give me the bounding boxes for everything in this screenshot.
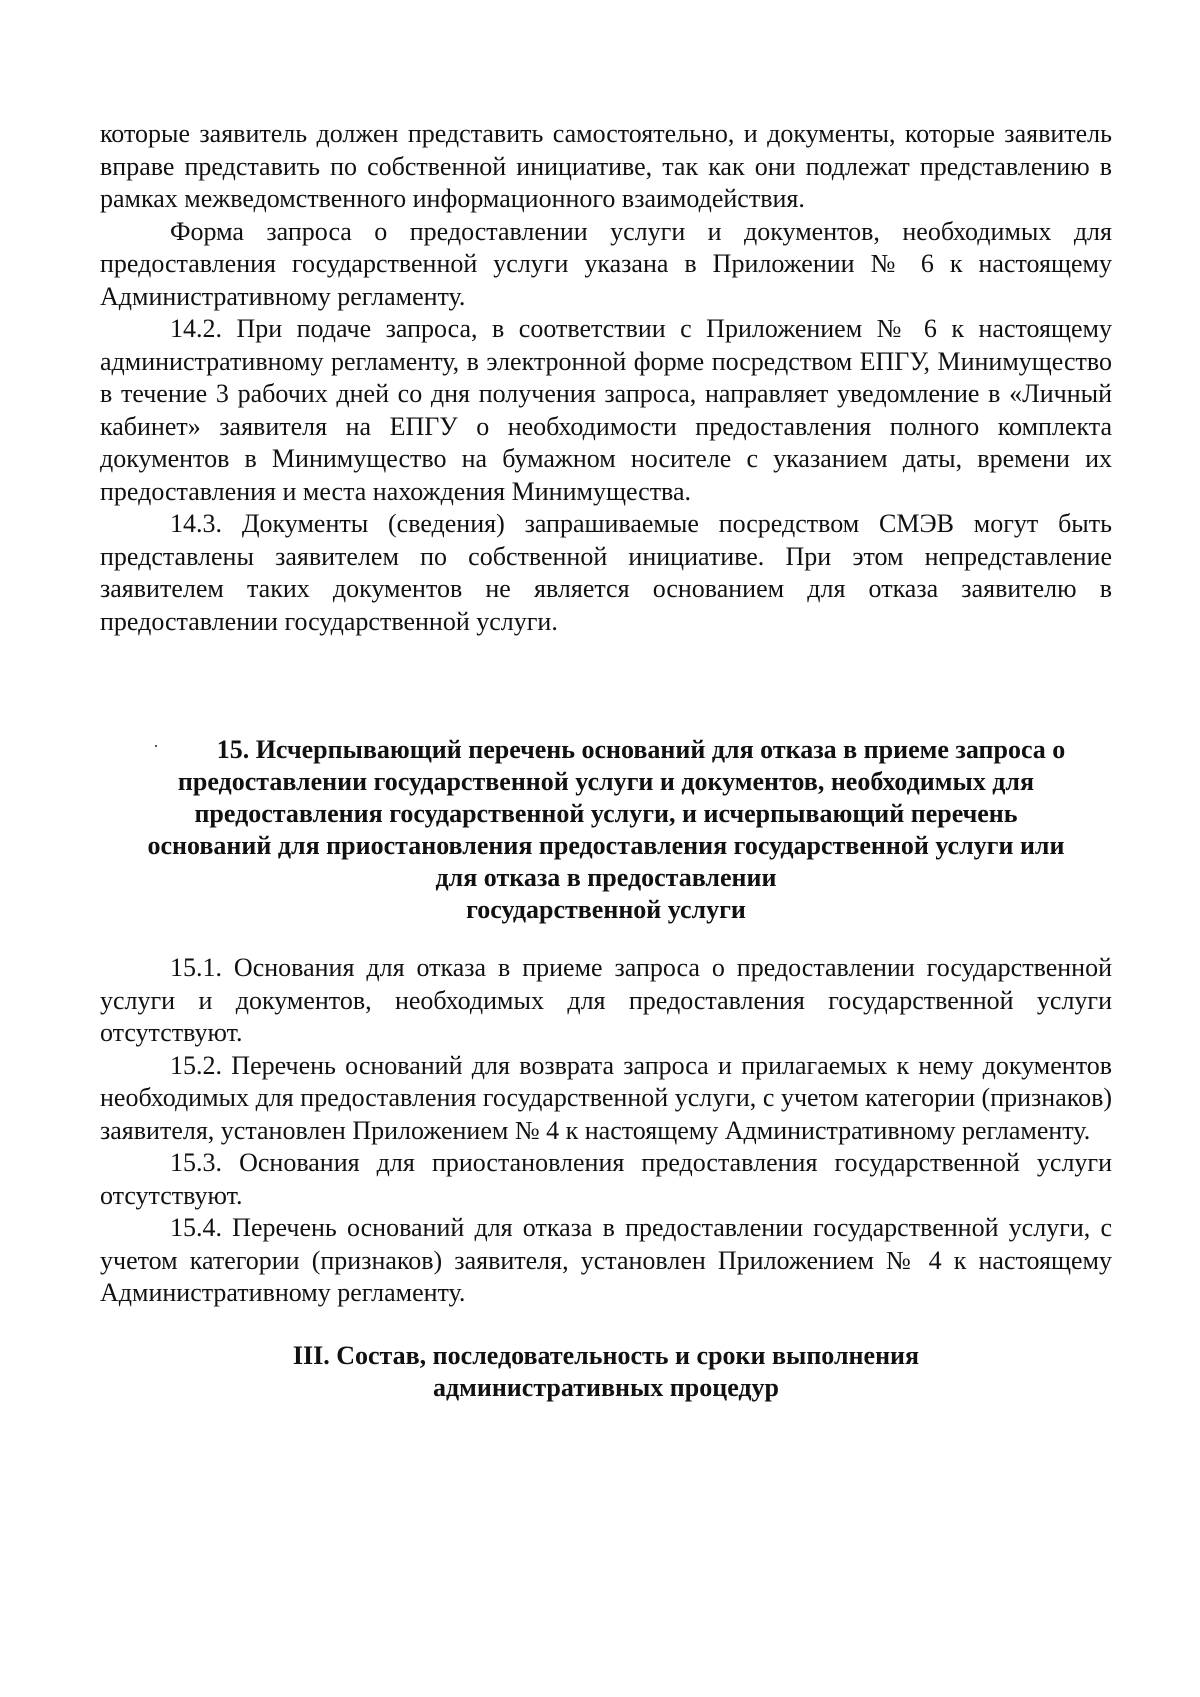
heading-line: государственной услуги — [466, 895, 746, 924]
paragraph-15-2: 15.2. Перечень оснований для возврата запроса и прилагаемых к нему документов необходимых для предоставления государственной услуги, с учетом категории (признаков) заявителя, установлен Приложением № 4 к настоящему Административному регламенту. — [100, 1050, 1112, 1145]
heading-line: III. Состав, последовательность и сроки выполнения — [292, 1340, 920, 1370]
paragraph-15-4: 15.4. Перечень оснований для отказа в предоставлении государственной услуги, с учетом категории (признаков) заявителя, установлен Приложением № 4 к настоящему Административному регламенту. — [100, 1213, 1112, 1307]
paragraph-15-1: 15.1. Основания для отказа в приеме запроса о предоставлении государственной услуги и документов, необходимых для предоставления государственной услуги отсутствуют. — [100, 953, 1112, 1047]
paragraph-continuation: которые заявитель должен представить самостоятельно, и документы, которые заявитель вправе представить по собственной инициативе, так как они подлежат представлению в рамках межведомственного информационного взаимодействия. — [100, 119, 1112, 213]
section-15-heading — [100, 734, 1112, 926]
paragraph-form: Форма запроса о предоставлении услуги и документов, необходимых для предоставления государственной услуги указана в Приложении № 6 к настоящему Административному регламенту. — [100, 216, 1112, 311]
scan-speck — [155, 745, 157, 747]
spacer — [100, 638, 1112, 734]
section-3-heading — [100, 1340, 1112, 1404]
heading-line: предоставлении государственной услуги и документов, необходимых для — [177, 767, 1035, 796]
spacer — [100, 1310, 1112, 1340]
heading-line: 15. Исчерпывающий перечень оснований для отказа в приеме запроса о — [216, 735, 1066, 764]
heading-line: для отказа в предоставлении — [435, 863, 777, 892]
paragraph-14-2: 14.2. При подаче запроса, в соответствии с Приложением № 6 к настоящему административному регламенту, в электронной форме посредством ЕПГУ, Минимущество в течение 3 рабочих дней со дня получения запроса, направляет уведомление в «Личный кабинет» заявителя на ЕПГУ о необходимости предоставления полного комплекта документов в Минимущество на бумажном носителе с указанием даты, времени их предоставления и места нахождения Минимущества. — [100, 314, 1112, 506]
heading-line: предоставления государственной услуги, и исчерпывающий перечень — [194, 799, 1018, 828]
spacer — [100, 926, 1112, 952]
document-page — [100, 118, 1112, 1404]
paragraph-15-3: 15.3. Основания для приостановления предоставления государственной услуги отсутствуют. — [100, 1148, 1112, 1210]
heading-line: административных процедур — [432, 1372, 780, 1402]
heading-line: оснований для приостановления предоставления государственной услуги или — [147, 831, 1065, 860]
paragraph-14-3: 14.3. Документы (сведения) запрашиваемые посредством СМЭВ могут быть представлены заявителем по собственной инициативе. При этом непредставление заявителем таких документов не является основанием для отказа заявителю в предоставлении государственной услуги. — [100, 509, 1112, 636]
